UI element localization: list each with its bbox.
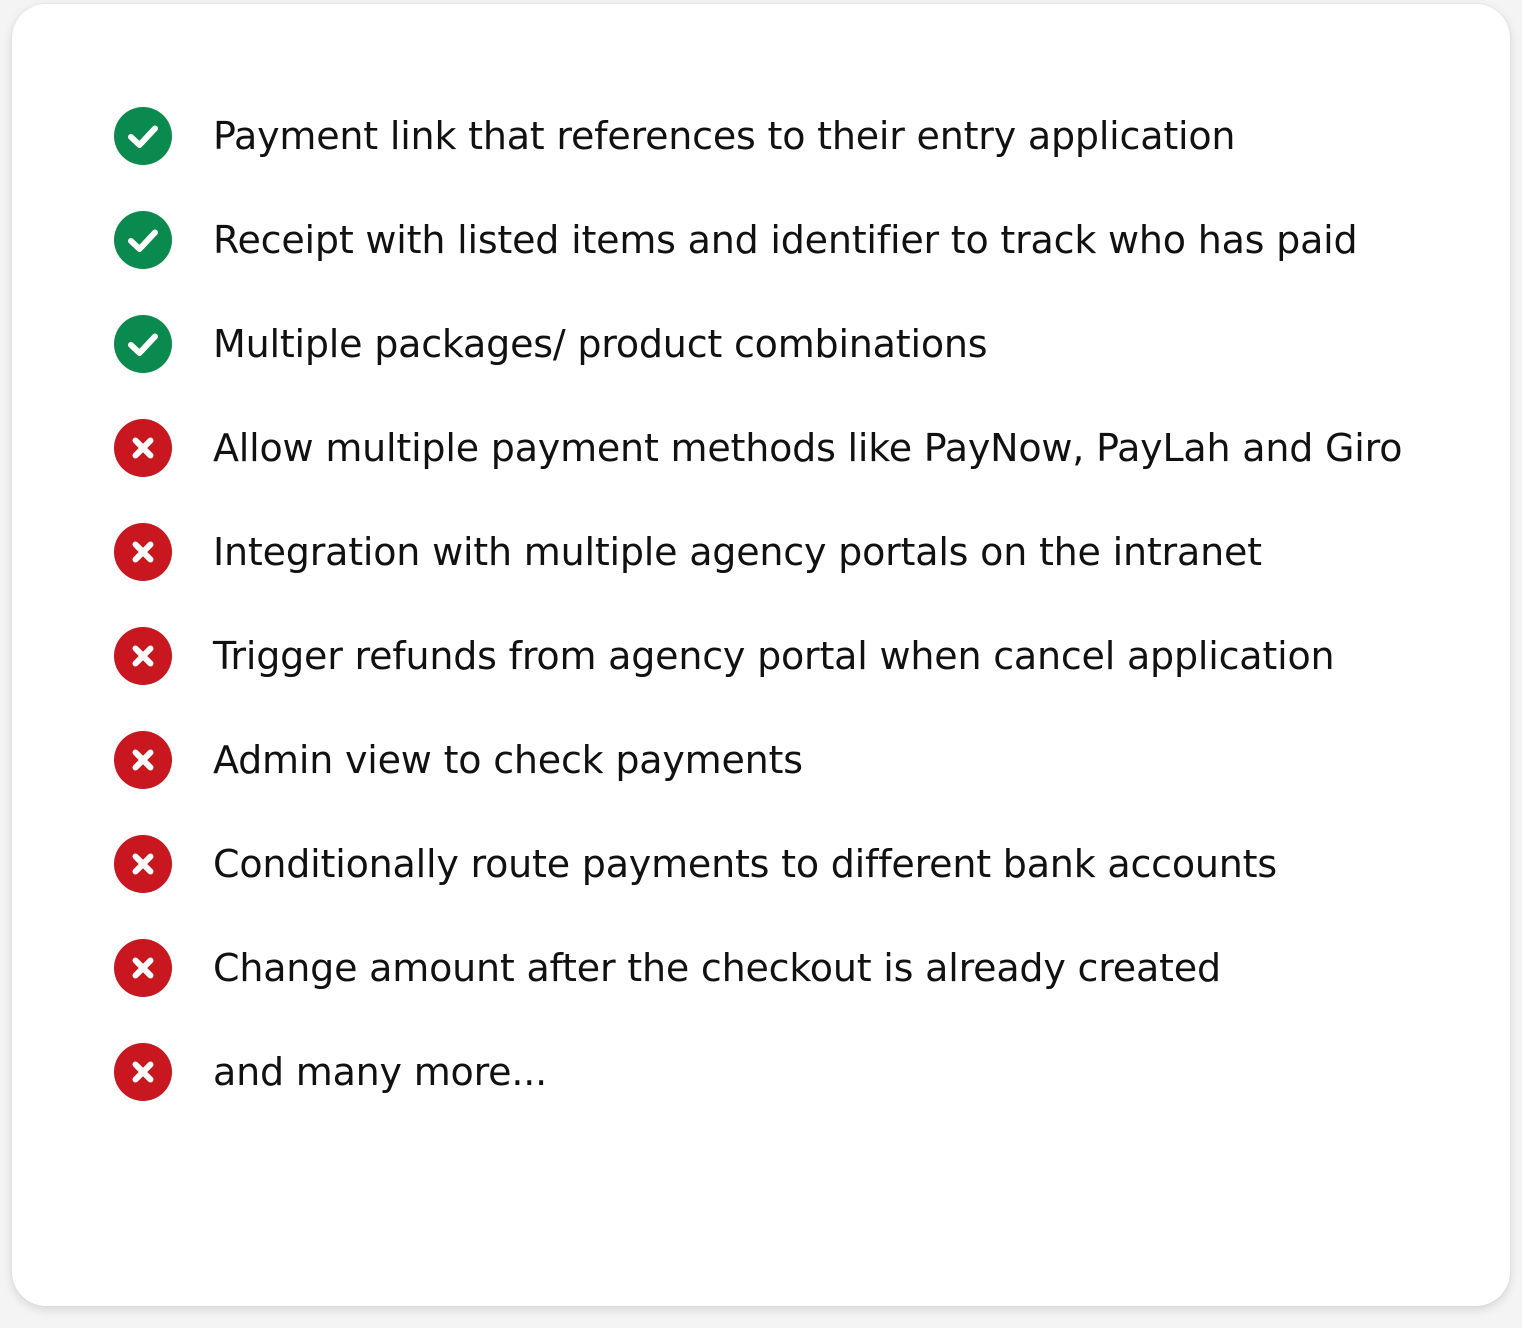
list-item [114,84,1402,188]
item-label: Admin view to check payments [213,738,803,782]
cross-circle-icon [114,1043,172,1101]
list-item [114,500,1402,604]
item-label: Trigger refunds from agency portal when cancel application [213,634,1335,678]
list-item [114,396,1402,500]
feature-card [12,4,1510,1306]
item-label: Conditionally route payments to different bank accounts [213,842,1277,886]
item-label: Allow multiple payment methods like PayNow, PayLah and Giro [213,426,1403,470]
list-item [114,292,1402,396]
item-label: Payment link that references to their entry application [213,114,1236,158]
item-label: Receipt with listed items and identifier to track who has paid [213,218,1358,262]
list-item [114,604,1402,708]
list-item [114,812,1402,916]
item-label: Integration with multiple agency portals on the intranet [213,530,1262,574]
check-circle-icon [114,315,172,373]
check-circle-icon [114,107,172,165]
cross-circle-icon [114,731,172,789]
item-label: Multiple packages/ product combinations [213,322,988,366]
cross-circle-icon [114,835,172,893]
cross-circle-icon [114,627,172,685]
cross-circle-icon [114,939,172,997]
item-label: and many more... [213,1050,547,1094]
list-item [114,188,1402,292]
list-item [114,708,1402,812]
list-item [114,916,1402,1020]
list-item [114,1020,1402,1124]
cross-circle-icon [114,523,172,581]
item-label: Change amount after the checkout is already created [213,946,1221,990]
check-circle-icon [114,211,172,269]
cross-circle-icon [114,419,172,477]
feature-list [114,84,1402,1124]
